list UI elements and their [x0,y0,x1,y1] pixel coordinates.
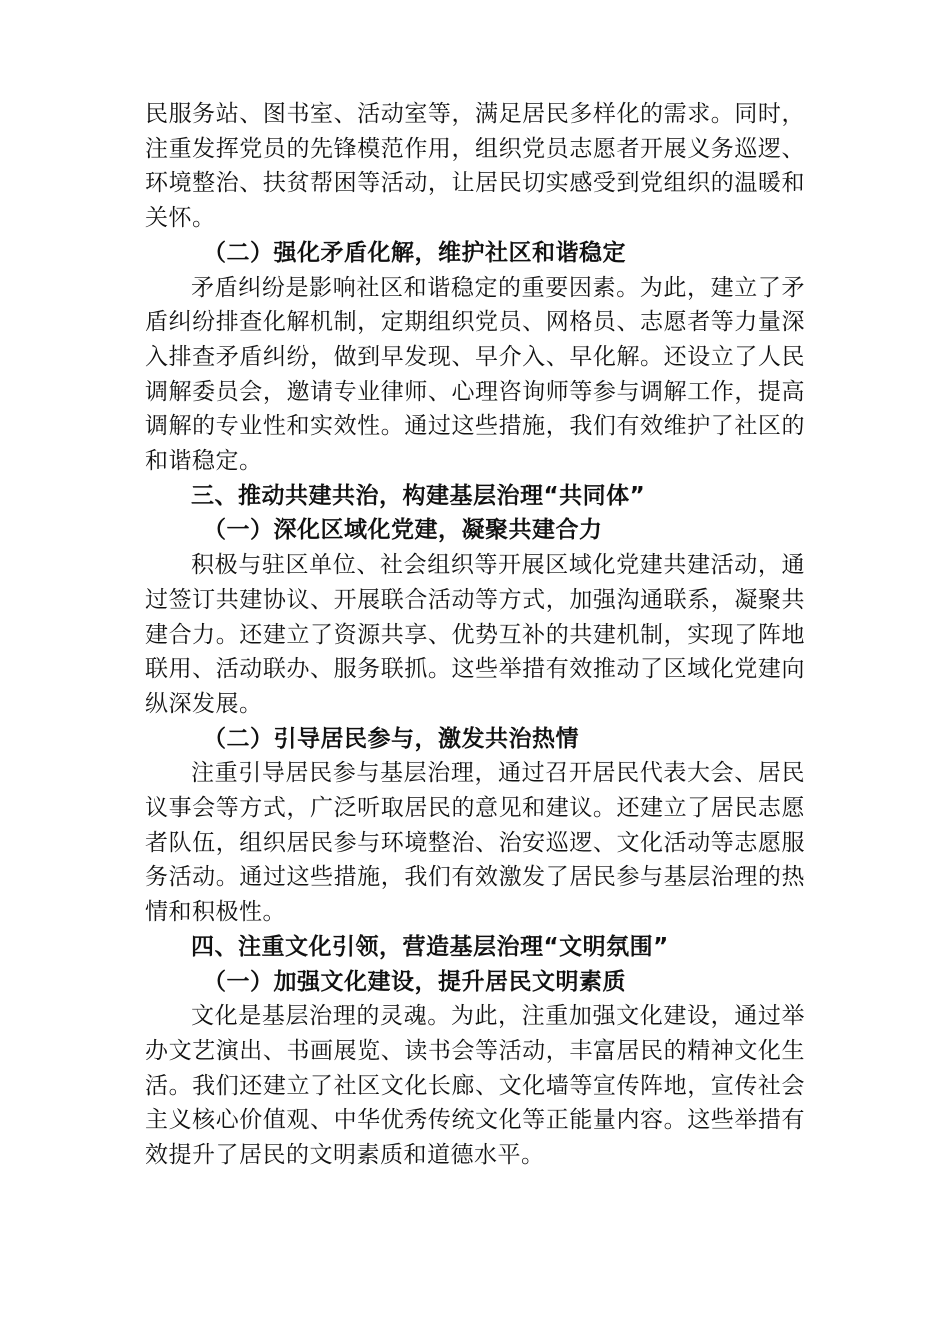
heading-cultural-guidance: 四、注重文化引领，营造基层治理“文明氛围” [191,933,669,960]
paragraph-conflict-resolution: 矛盾纠纷是影响社区和谐稳定的重要因素。为此，建立了矛盾纠纷排查化解机制，定期组织党员、网格员、志愿者等力量深入排查矛盾纠纷，做到早发现、早介入、早化解。还设立了人民调解委员会，邀请专业律师、心理咨询师等参与调解工作，提高调解的专业性和实效性。通过这些措施，我们有效维护了社区的和谐稳定。 [145,274,805,475]
document-body [145,97,805,1173]
paragraph-resident-participation: 注重引导居民参与基层治理，通过召开居民代表大会、居民议事会等方式，广泛听取居民的意见和建议。还建立了居民志愿者队伍，组织居民参与环境整治、治安巡逻、文化活动等志愿服务活动。通过这些措施，我们有效激发了居民参与基层治理的热情和积极性。 [145,760,805,926]
paragraph-cultural-construction: 文化是基层治理的灵魂。为此，注重加强文化建设，通过举办文艺演出、书画展览、读书会等活动，丰富居民的精神文化生活。我们还建立了社区文化长廊、文化墙等宣传阵地，宣传社会主义核心价值观、中华优秀传统文化等正能量内容。这些举措有效提升了居民的文明素质和道德水平。 [145,1003,805,1169]
heading-co-construction: 三、推动共建共治，构建基层治理“共同体” [191,482,646,509]
subheading-cultural-construction: （一）加强文化建设，提升居民文明素质 [203,967,626,995]
subheading-regional-party-building: （一）深化区域化党建，凝聚共建合力 [203,516,603,544]
subheading-conflict-resolution: （二）强化矛盾化解，维护社区和谐稳定 [203,238,626,266]
paragraph-regional-party-building: 积极与驻区单位、社会组织等开展区域化党建共建活动，通过签订共建协议、开展联合活动等方式，加强沟通联系，凝聚共建合力。还建立了资源共享、优势互补的共建机制，实现了阵地联用、活动联办、服务联抓。这些举措有效推动了区域化党建向纵深发展。 [145,552,805,717]
paragraph-continued-services: 民服务站、图书室、活动室等，满足居民多样化的需求。同时，注重发挥党员的先锋模范作用，组织党员志愿者开展义务巡逻、环境整治、扶贫帮困等活动，让居民切实感受到党组织的温暖和关怀。 [145,101,805,232]
subheading-resident-participation: （二）引导居民参与，激发共治热情 [203,724,579,752]
